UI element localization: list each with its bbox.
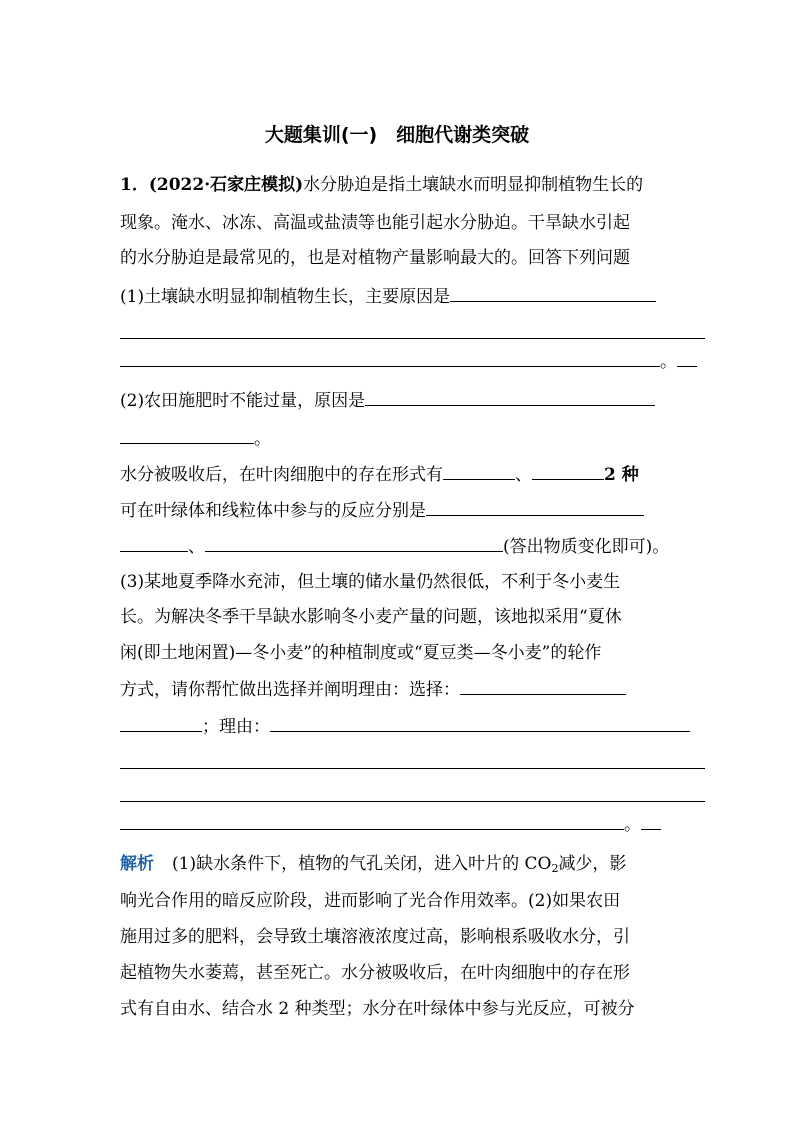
answer-blank-2a[interactable]	[365, 387, 655, 406]
answer-blank-water-1[interactable]	[443, 461, 515, 480]
answer-blank-choice-b[interactable]	[120, 713, 202, 732]
part-1-prompt: (1)土壤缺水明显抑制植物生长，主要原因是	[120, 287, 451, 307]
answer-blank-1c[interactable]	[120, 348, 660, 367]
period-mark: 。	[624, 815, 641, 835]
part-2-line	[120, 387, 710, 413]
part-2-prompt: (2)农田施肥时不能过量，原因是	[120, 391, 366, 411]
answer-rule-reason-2[interactable]	[120, 768, 705, 769]
analysis-line-5: 式有自由水、结合水 2 种类型；水分在叶绿体中参与光反应，可被分	[120, 999, 635, 1019]
part-3-line-1: (3)某地夏季降水充沛，但土壤的储水量仍然很低，不利于冬小麦生	[120, 572, 621, 592]
answer-blank-water-2[interactable]	[532, 461, 604, 480]
separator: 、	[515, 465, 532, 485]
answer-blank-choice-a[interactable]	[460, 676, 626, 695]
question-source: (2022·石家庄模拟)	[148, 175, 304, 195]
analysis-line-1	[120, 851, 710, 877]
answer-blank-reason-1[interactable]	[270, 713, 690, 732]
q1-stem-text: 水分胁迫是指土壤缺水而明显抑制植物生长的	[303, 175, 644, 195]
subscript: 2	[551, 862, 559, 875]
q1-line-2: 现象。淹水、冰冻、高温或盐渍等也能引起水分胁迫。干旱缺水引起	[120, 213, 630, 233]
water-form-prompt: 水分被吸收后，在叶肉细胞中的存在形式有	[120, 465, 443, 485]
answer-blank-reaction-3[interactable]	[205, 533, 503, 552]
analysis-line-4: 起植物失水萎蔫，甚至死亡。水分被吸收后，在叶肉细胞中的存在形	[120, 963, 630, 983]
part-3-line-3: 闲(即土地闲置)—冬小麦”的种植制度或“夏豆类—冬小麦”的轮作	[120, 643, 602, 663]
reaction-prompt: 可在叶绿体和线粒体中参与的反应分别是	[120, 501, 426, 521]
analysis-label: 解析	[120, 854, 154, 874]
analysis-text-1a: (1)缺水条件下，植物的气孔关闭，进入叶片的 CO	[172, 854, 552, 874]
part-2-cont-line	[120, 425, 710, 451]
answer-blank-reaction-2[interactable]	[120, 533, 188, 552]
answer-blank-reason-5[interactable]	[641, 811, 661, 830]
answer-rule-reason-3[interactable]	[120, 801, 705, 802]
period-mark: 。	[660, 352, 677, 372]
part-1-line	[120, 283, 710, 309]
analysis-line-3: 施用过多的肥料，会导致土壤溶液浓度过高，影响根系吸收水分，引	[120, 927, 630, 947]
reason-label: ；理由：	[202, 717, 270, 737]
analysis-line-2: 响光合作用的暗反应阶段，进而影响了光合作用效率。(2)如果农田	[120, 891, 621, 911]
answer-rule-1b[interactable]	[120, 338, 705, 339]
answer-blank-reaction-1[interactable]	[426, 497, 644, 516]
answer-blank-1d[interactable]	[677, 348, 697, 367]
reaction-line	[120, 497, 710, 523]
answer-blank-1a[interactable]	[450, 283, 656, 302]
part-1-rule-line	[120, 348, 720, 374]
analysis-text-1b: 减少，影	[558, 854, 627, 874]
part-3-line-2: 长。为解决冬季干旱缺水影响冬小麦产量的问题，该地拟采用“夏休	[120, 607, 622, 627]
water-form-line	[120, 461, 710, 487]
answer-blank-reason-4[interactable]	[120, 811, 624, 830]
choice-prompt: 方式，请你帮忙做出选择并阐明理由：选择：	[120, 680, 460, 700]
question-number: 1．	[120, 175, 149, 195]
part-3-line-5	[120, 713, 710, 739]
period-mark: 。	[254, 429, 271, 449]
q1-line-3: 的水分胁迫是最常见的，也是对植物产量影响最大的。回答下列问题	[120, 248, 630, 268]
water-form-count: 2 种	[604, 465, 639, 485]
reaction-cont-line	[120, 533, 710, 559]
part-3-last-rule-line	[120, 811, 680, 837]
reaction-hint: (答出物质变化即可)。	[503, 537, 670, 557]
part-3-line-4	[120, 676, 710, 702]
separator: 、	[188, 537, 205, 557]
q1-line-1	[120, 172, 710, 198]
page-title: 大题集训(一) 细胞代谢类突破	[264, 124, 530, 146]
answer-blank-2b[interactable]	[120, 425, 254, 444]
